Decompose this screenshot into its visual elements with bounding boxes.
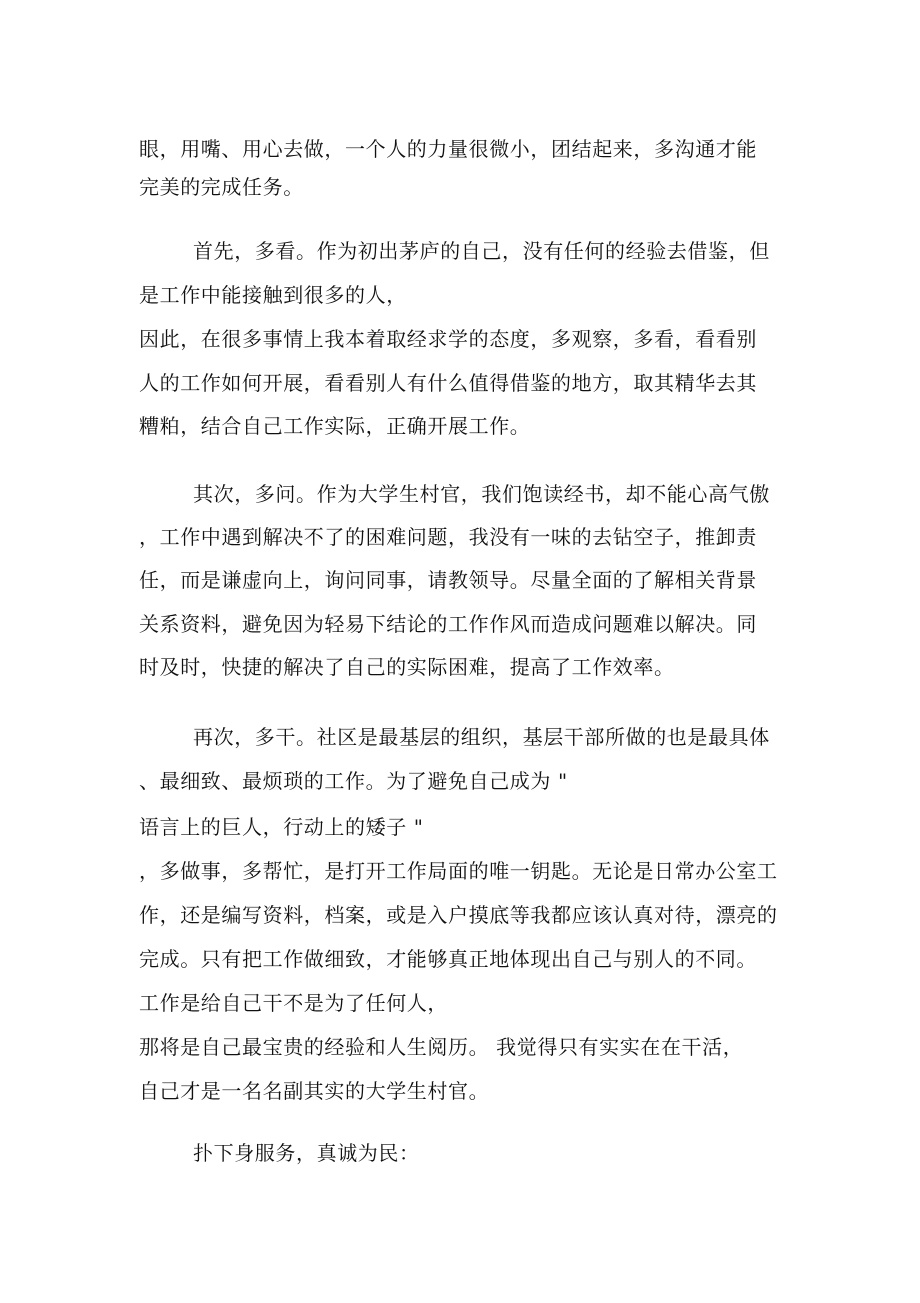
paragraph-line: 关系资料，避免因为轻易下结论的工作作风而造成问题难以解决。同 <box>139 612 757 636</box>
paragraph-line: 眼，用嘴、用心去做，一个人的力量很微小，团结起来，多沟通才能 <box>139 137 757 161</box>
paragraph-line: 首先，多看。作为初出茅庐的自己，没有任何的经验去借鉴，但 <box>193 239 770 263</box>
paragraph-line: ，工作中遇到解决不了的困难问题，我没有一味的去钻空子，推卸责 <box>139 525 757 549</box>
paragraph-line: 那将是自己最宝贵的经验和人生阅历。 我觉得只有实实在在干活， <box>139 1035 744 1059</box>
paragraph-line: 自己才是一名名副其实的大学生村官。 <box>139 1079 490 1103</box>
paragraph-line: 再次，多干。社区是最基层的组织，基层干部所做的也是最具体 <box>193 725 770 749</box>
paragraph-line: 人的工作如何开展，看看别人有什么值得借鉴的地方，取其精华去其 <box>139 371 757 395</box>
paragraph-line: 是工作中能接触到很多的人， <box>139 283 407 307</box>
paragraph-line: 其次，多问。作为大学生村官，我们饱读经书，却不能心高气傲 <box>193 482 770 506</box>
section-heading: 扑下身服务，真诚为民： <box>193 1141 420 1165</box>
paragraph-line: 工作是给自己干不是为了任何人， <box>139 991 448 1015</box>
paragraph-line: 完成。只有把工作做细致，才能够真正地体现出自己与别人的不同。 <box>139 947 757 971</box>
paragraph-line: 作，还是编写资料，档案，或是入户摸底等我都应该认真对待，漂亮的 <box>139 903 778 927</box>
paragraph-line: 任，而是谦虚向上，询问同事，请教领导。尽量全面的了解相关背景 <box>139 568 757 592</box>
paragraph-line: 因此，在很多事情上我本着取经求学的态度，多观察，多看，看看别 <box>139 327 757 351</box>
paragraph-line: ，多做事，多帮忙，是打开工作局面的唯一钥匙。无论是日常办公室工 <box>139 859 778 883</box>
paragraph-line: 糟粕，结合自己工作实际，正确开展工作。 <box>139 414 531 438</box>
paragraph-line: 时及时，快捷的解决了自己的实际困难，提高了工作效率。 <box>139 655 675 679</box>
paragraph-line: 语言上的巨人，行动上的矮子 " <box>139 815 424 839</box>
paragraph-line: 、最细致、最烦琐的工作。为了避免自己成为 " <box>139 769 568 793</box>
paragraph-line: 完美的完成任务。 <box>139 175 304 199</box>
